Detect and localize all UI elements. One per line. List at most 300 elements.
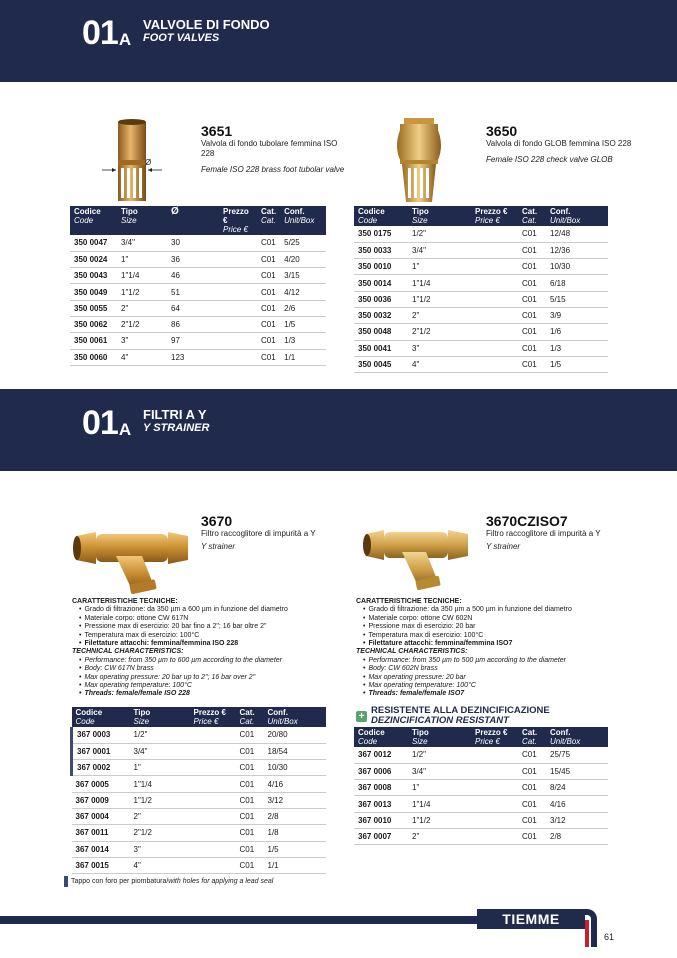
footnote-marker	[64, 876, 68, 887]
table-cell: C01	[236, 727, 264, 743]
cell-code: 350 0055	[70, 300, 117, 316]
table-cell: C01	[518, 780, 546, 796]
table-cell: C01	[257, 316, 280, 332]
table-cell: C01	[236, 760, 264, 776]
chars-list-en	[72, 657, 372, 699]
col-unitbox: Conf. Unit/Box	[546, 727, 608, 747]
chars-item: • Filettature attacchi: femmina/femmina ISO7	[363, 640, 656, 648]
table-cell: 12/36	[546, 242, 608, 258]
table-cell: 2"	[408, 307, 471, 323]
col-size: Tipo Size	[408, 727, 471, 747]
product-code-3670cziso7: 3670CZISO7	[486, 513, 568, 529]
table-cell: C01	[518, 242, 546, 258]
table-cell: 4/20	[280, 251, 326, 267]
col-size: Tipo Size	[130, 707, 190, 727]
cell-code: 350 0048	[354, 324, 408, 340]
cell-code: 350 0062	[70, 316, 117, 332]
table-cell: C01	[236, 825, 264, 841]
chars-head-it: CARATTERISTICHE TECNICHE:	[72, 598, 178, 605]
table-cell: C01	[518, 340, 546, 356]
table-row	[72, 792, 327, 808]
table-row	[70, 251, 326, 267]
cell-code: 367 0008	[354, 780, 408, 796]
col-code: Codice Code	[354, 727, 408, 747]
table-cell: C01	[257, 333, 280, 349]
table-cell: C01	[518, 812, 546, 828]
chars-item: • Max operating pressure: 20 bar up to 2"; 16 bar over 2"	[79, 674, 372, 682]
table-cell: C01	[257, 268, 280, 284]
table-cell: 4"	[130, 857, 190, 873]
table-cell: C01	[518, 259, 546, 275]
table-cell	[471, 275, 518, 291]
table-cell: 2"1/2	[408, 324, 471, 340]
desc-it: Filtro raccoglitore di impurità a Y	[486, 529, 601, 538]
section-number	[82, 16, 131, 50]
table-cell	[471, 324, 518, 340]
table-cell: 2"1/2	[130, 825, 190, 841]
table-cell: 5/15	[546, 291, 608, 307]
table-cell	[219, 349, 257, 365]
table-cell: 30	[167, 235, 219, 251]
table-row	[72, 857, 327, 873]
table-cell: C01	[236, 743, 264, 759]
tech-characteristics-3670	[72, 598, 372, 699]
desc-en: Y strainer	[486, 542, 521, 551]
table-cell: 1/2"	[408, 226, 471, 242]
table-cell: 1/5	[264, 841, 327, 857]
table-cell	[190, 808, 236, 824]
table-cell: 1"1/4	[408, 796, 471, 812]
table-cell: 15/45	[546, 763, 608, 779]
table-cell: C01	[518, 796, 546, 812]
table-cell	[219, 284, 257, 300]
table-cell: C01	[236, 857, 264, 873]
chars-list-it	[72, 606, 372, 648]
table-cell: 3/4"	[117, 235, 167, 251]
page-number: 61	[604, 932, 615, 942]
table-cell: 4"	[117, 349, 167, 365]
product-code-3670: 3670	[201, 513, 233, 529]
chars-head-it: CARATTERISTICHE TECNICHE:	[356, 598, 462, 605]
table-row	[354, 307, 608, 323]
cell-code: 367 0009	[72, 792, 130, 808]
table-cell: 1"1/2	[130, 792, 190, 808]
table-cell: 2"	[117, 300, 167, 316]
table-cell: 97	[167, 333, 219, 349]
y-strainer-dzr-image	[362, 510, 472, 594]
col-unitbox: Conf. Unit/Box	[264, 707, 327, 727]
table-cell	[190, 825, 236, 841]
table-header-row	[70, 206, 326, 235]
table-cell	[190, 776, 236, 792]
table-cell: 2/8	[264, 808, 327, 824]
col-unitbox: Conf. Unit/Box	[546, 206, 608, 226]
dezincification-resistant-badge	[356, 706, 550, 726]
table-row	[70, 333, 326, 349]
glob-foot-valve-image	[388, 116, 450, 204]
table-row	[70, 235, 326, 251]
desc-en: Female ISO 228 check valve GLOB	[486, 155, 613, 164]
dezinc-en: DEZINCIFICATION RESISTANT	[371, 715, 509, 726]
cell-code: 350 0175	[354, 226, 408, 242]
table-cell	[471, 242, 518, 258]
col-unitbox: Conf. Unit/Box	[280, 206, 326, 235]
table-row	[70, 349, 326, 365]
table-cell: 20/80	[264, 727, 327, 743]
col-cat: Cat. Cat.	[518, 206, 546, 226]
cell-code: 350 0045	[354, 356, 408, 372]
chars-item: • Filettature attacchi: femmina/femmina ISO 228	[79, 640, 372, 648]
table-cell	[471, 763, 518, 779]
section-title-it: VALVOLE DI FONDO	[143, 17, 270, 32]
section-titles	[143, 407, 209, 435]
col-size: Tipo Size	[117, 206, 167, 235]
cell-code: 367 0005	[72, 776, 130, 792]
table-cell	[471, 747, 518, 763]
cell-code: 367 0004	[72, 808, 130, 824]
table-cell: 10/30	[546, 259, 608, 275]
table-cell: 3/12	[546, 812, 608, 828]
table-row	[72, 760, 327, 776]
brand-logo: TIEMME	[477, 909, 585, 929]
table-cell	[190, 760, 236, 776]
table-cell: 3/9	[546, 307, 608, 323]
chars-item: • Body: CW 617N brass	[79, 665, 372, 673]
col-diameter: Ø	[167, 206, 219, 235]
col-price: Prezzo € Price €	[471, 206, 518, 226]
table-cell: C01	[257, 235, 280, 251]
table-cell: 1"	[130, 760, 190, 776]
table-row	[354, 275, 608, 291]
table-cell: 3/12	[264, 792, 327, 808]
cell-code: 367 0002	[72, 760, 130, 776]
cell-code: 350 0032	[354, 307, 408, 323]
chars-head-en: TECHNICAL CHARACTERISTICS:	[356, 648, 468, 656]
table-row	[70, 300, 326, 316]
table-row	[354, 828, 608, 844]
table-cell: 1/6	[546, 324, 608, 340]
cell-code: 367 0007	[354, 828, 408, 844]
table-row	[354, 340, 608, 356]
cell-code: 350 0060	[70, 349, 117, 365]
chars-item: • Grado di filtrazione: da 350 µm a 500 µm in funzione del diametro	[363, 606, 656, 614]
table-cell: C01	[518, 763, 546, 779]
chars-item: • Max operating temperature: 100°C	[363, 682, 656, 690]
table-cell	[471, 259, 518, 275]
lead-seal-footnote	[64, 876, 273, 887]
table-cell	[190, 792, 236, 808]
table-3651	[70, 206, 326, 366]
chars-item: • Temperatura max di esercizio: 100°C	[363, 632, 656, 640]
table-cell	[190, 743, 236, 759]
table-cell	[219, 235, 257, 251]
section-letter: A	[118, 420, 132, 439]
section-num: 01	[82, 404, 118, 442]
table-cell: 5/25	[280, 235, 326, 251]
cell-code: 350 0036	[354, 291, 408, 307]
table-cell	[471, 291, 518, 307]
chars-item: • Pressione max di esercizio: 20 bar fino a 2"; 16 bar oltre 2"	[79, 623, 372, 631]
table-cell: 4/16	[546, 796, 608, 812]
chars-item: • Materiale corpo: ottone CW 602N	[363, 615, 656, 623]
cell-code: 367 0015	[72, 857, 130, 873]
chars-item: • Threads: female/female ISO7	[363, 690, 656, 698]
table-cell: 36	[167, 251, 219, 267]
table-cell	[219, 316, 257, 332]
col-code: Codice Code	[70, 206, 117, 235]
table-cell: 10/30	[264, 760, 327, 776]
table-cell	[190, 857, 236, 873]
footnote-it: Tappo con foro per piombatura/	[71, 878, 169, 885]
table-cell: 1"1/2	[408, 291, 471, 307]
table-cell: 123	[167, 349, 219, 365]
y-strainer-image	[72, 508, 192, 594]
cell-code: 350 0041	[354, 340, 408, 356]
table-row	[72, 776, 327, 792]
desc-it: Valvola di fondo tubolare femmina ISO 228	[201, 139, 338, 158]
chars-item: • Grado di filtrazione: da 350 µm a 600 µm in funzione del diametro	[79, 606, 372, 614]
table-cell: C01	[257, 349, 280, 365]
table-cell: C01	[518, 356, 546, 372]
table-cell	[190, 841, 236, 857]
product-code-3650: 3650	[486, 123, 518, 139]
product-desc-3650	[486, 139, 636, 165]
col-price: Prezzo € Price €	[471, 727, 518, 747]
dezinc-it: RESISTENTE ALLA DEZINCIFICAZIONE	[371, 705, 550, 716]
table-cell: 1/3	[546, 340, 608, 356]
product-desc-3651	[201, 139, 351, 175]
table-3670	[70, 707, 326, 874]
table-row	[354, 291, 608, 307]
table-cell	[471, 340, 518, 356]
section-number	[82, 406, 131, 440]
table-cell	[219, 300, 257, 316]
cell-code: 350 0014	[354, 275, 408, 291]
table-cell: 2/6	[280, 300, 326, 316]
table-cell: C01	[518, 307, 546, 323]
footnote-en: with holes for applying a lead seal	[168, 878, 274, 885]
table-cell: C01	[518, 324, 546, 340]
table-row	[354, 747, 608, 763]
cell-code: 367 0006	[354, 763, 408, 779]
table-row	[354, 259, 608, 275]
table-cell: C01	[518, 226, 546, 242]
table-cell	[219, 333, 257, 349]
table-row	[354, 226, 608, 242]
table-cell: 1/5	[546, 356, 608, 372]
table-row	[72, 841, 327, 857]
table-row	[72, 743, 327, 759]
cell-code: 367 0013	[354, 796, 408, 812]
table-cell: C01	[518, 291, 546, 307]
table-cell: 1"1/2	[117, 284, 167, 300]
section-letter: A	[118, 30, 132, 49]
table-cell: 3"	[130, 841, 190, 857]
dimension-symbol: Ø	[145, 158, 152, 167]
table-cell: 8/24	[546, 780, 608, 796]
table-cell: 6/18	[546, 275, 608, 291]
table-cell: 1"1/4	[117, 268, 167, 284]
table-cell: 1"1/4	[130, 776, 190, 792]
table-cell	[471, 780, 518, 796]
table-header-row	[72, 707, 327, 727]
table-cell: 4/12	[280, 284, 326, 300]
cell-code: 350 0010	[354, 259, 408, 275]
table-cell: C01	[257, 284, 280, 300]
cell-code: 367 0010	[354, 812, 408, 828]
chars-item: • Body: CW 602N brass	[363, 665, 656, 673]
table-row	[354, 356, 608, 372]
tech-characteristics-3670cziso7	[356, 598, 656, 699]
table-row	[72, 727, 327, 743]
cell-code: 350 0047	[70, 235, 117, 251]
table-cell: 1"1/4	[408, 275, 471, 291]
product-desc-3670cziso7	[486, 529, 636, 552]
table-cell: 1/1	[280, 349, 326, 365]
chars-item: • Performance: from 350 µm to 600 µm according to the diameter	[79, 657, 372, 665]
col-price: Prezzo € Price €	[219, 206, 257, 235]
table-cell: 1/8	[264, 825, 327, 841]
table-cell: 2"1/2	[117, 316, 167, 332]
table-cell: 1/1	[264, 857, 327, 873]
table-cell: 25/75	[546, 747, 608, 763]
table-row	[72, 808, 327, 824]
footer-rule	[0, 916, 560, 924]
table-cell: 1"	[408, 259, 471, 275]
table-cell: 2"	[408, 828, 471, 844]
plus-icon: +	[356, 711, 367, 722]
table-cell	[219, 268, 257, 284]
table-cell: 1/2"	[130, 727, 190, 743]
section-num: 01	[82, 14, 118, 52]
table-cell: 1"	[117, 251, 167, 267]
section-title-en: Y STRAINER	[143, 422, 210, 434]
cell-code: 350 0061	[70, 333, 117, 349]
table-cell: 46	[167, 268, 219, 284]
table-cell	[471, 356, 518, 372]
desc-it: Filtro raccoglitore di impurità a Y	[201, 529, 316, 538]
table-cell: 12/48	[546, 226, 608, 242]
chars-item: • Pressione max di esercizio: 20 bar	[363, 623, 656, 631]
chars-item: • Materiale corpo: ottone CW 617N	[79, 615, 372, 623]
table-cell: C01	[518, 747, 546, 763]
table-cell	[471, 796, 518, 812]
table-row	[72, 825, 327, 841]
section-titles	[143, 17, 270, 45]
chars-item: • Temperatura max di esercizio: 100°C	[79, 632, 372, 640]
col-code: Codice Code	[354, 206, 408, 226]
table-row	[70, 284, 326, 300]
col-cat: Cat. Cat.	[236, 707, 264, 727]
col-code: Codice Code	[72, 707, 130, 727]
table-cell: 1/3	[280, 333, 326, 349]
table-cell: C01	[236, 776, 264, 792]
table-cell: 4/16	[264, 776, 327, 792]
table-cell: 64	[167, 300, 219, 316]
table-cell: 3"	[117, 333, 167, 349]
product-code-3651: 3651	[201, 123, 233, 139]
table-cell: 51	[167, 284, 219, 300]
table-cell: C01	[257, 251, 280, 267]
table-row	[70, 268, 326, 284]
cell-code: 350 0043	[70, 268, 117, 284]
table-cell: C01	[257, 300, 280, 316]
table-cell: C01	[236, 808, 264, 824]
tubular-foot-valve-image	[100, 118, 170, 204]
table-cell: C01	[518, 275, 546, 291]
cell-code: 367 0003	[72, 727, 130, 743]
table-row	[354, 324, 608, 340]
table-row	[354, 242, 608, 258]
chars-item: • Performance: from 350 µm to 500 µm according to the diameter	[363, 657, 656, 665]
col-cat: Cat. Cat.	[518, 727, 546, 747]
desc-en: Y strainer	[201, 542, 236, 551]
chars-list-en	[356, 657, 656, 699]
table-cell: 4"	[408, 356, 471, 372]
table-row	[354, 812, 608, 828]
table-cell	[471, 307, 518, 323]
cell-code: 367 0001	[72, 743, 130, 759]
cell-code: 350 0033	[354, 242, 408, 258]
desc-en: Female ISO 228 brass foot tubolar valve	[201, 165, 345, 174]
product-desc-3670	[201, 529, 351, 552]
table-cell: C01	[518, 828, 546, 844]
table-cell: 3/4"	[408, 242, 471, 258]
chars-head-en: TECHNICAL CHARACTERISTICS:	[72, 648, 184, 656]
col-cat: Cat. Cat.	[257, 206, 280, 235]
brand-logo-accent	[585, 920, 589, 947]
table-header-row	[354, 206, 608, 226]
table-cell: 1/2"	[408, 747, 471, 763]
table-cell	[219, 251, 257, 267]
section-title-it: FILTRI A Y	[143, 407, 207, 422]
table-row	[354, 763, 608, 779]
chars-item: • Max operating pressure: 20 bar	[363, 674, 656, 682]
chars-list-it	[356, 606, 656, 648]
table-row	[70, 316, 326, 332]
table-cell: 1/5	[280, 316, 326, 332]
table-cell: 3/4"	[130, 743, 190, 759]
col-price: Prezzo € Price €	[190, 707, 236, 727]
table-cell: 2"	[130, 808, 190, 824]
cell-code: 350 0024	[70, 251, 117, 267]
table-cell: 3"	[408, 340, 471, 356]
table-row	[354, 796, 608, 812]
table-cell: 1"	[408, 780, 471, 796]
table-row	[354, 780, 608, 796]
cell-code: 367 0011	[72, 825, 130, 841]
table-cell	[471, 828, 518, 844]
table-header-row	[354, 727, 608, 747]
table-cell: C01	[236, 792, 264, 808]
cell-code: 350 0049	[70, 284, 117, 300]
col-size: Tipo Size	[408, 206, 471, 226]
table-cell: 18/54	[264, 743, 327, 759]
table-3670cziso7	[354, 727, 608, 845]
desc-it: Valvola di fondo GLOB femmina ISO 228	[486, 139, 632, 148]
table-cell	[471, 812, 518, 828]
cell-code: 367 0012	[354, 747, 408, 763]
table-cell: 2/8	[546, 828, 608, 844]
table-3650	[354, 206, 608, 373]
table-cell: C01	[236, 841, 264, 857]
table-cell: 1"1/2	[408, 812, 471, 828]
section-title-en: FOOT VALVES	[143, 32, 220, 44]
chars-item: • Threads: female/female ISO 228	[79, 690, 372, 698]
chars-item: • Max operating temperature: 100°C	[79, 682, 372, 690]
table-cell	[190, 727, 236, 743]
table-cell: 3/15	[280, 268, 326, 284]
